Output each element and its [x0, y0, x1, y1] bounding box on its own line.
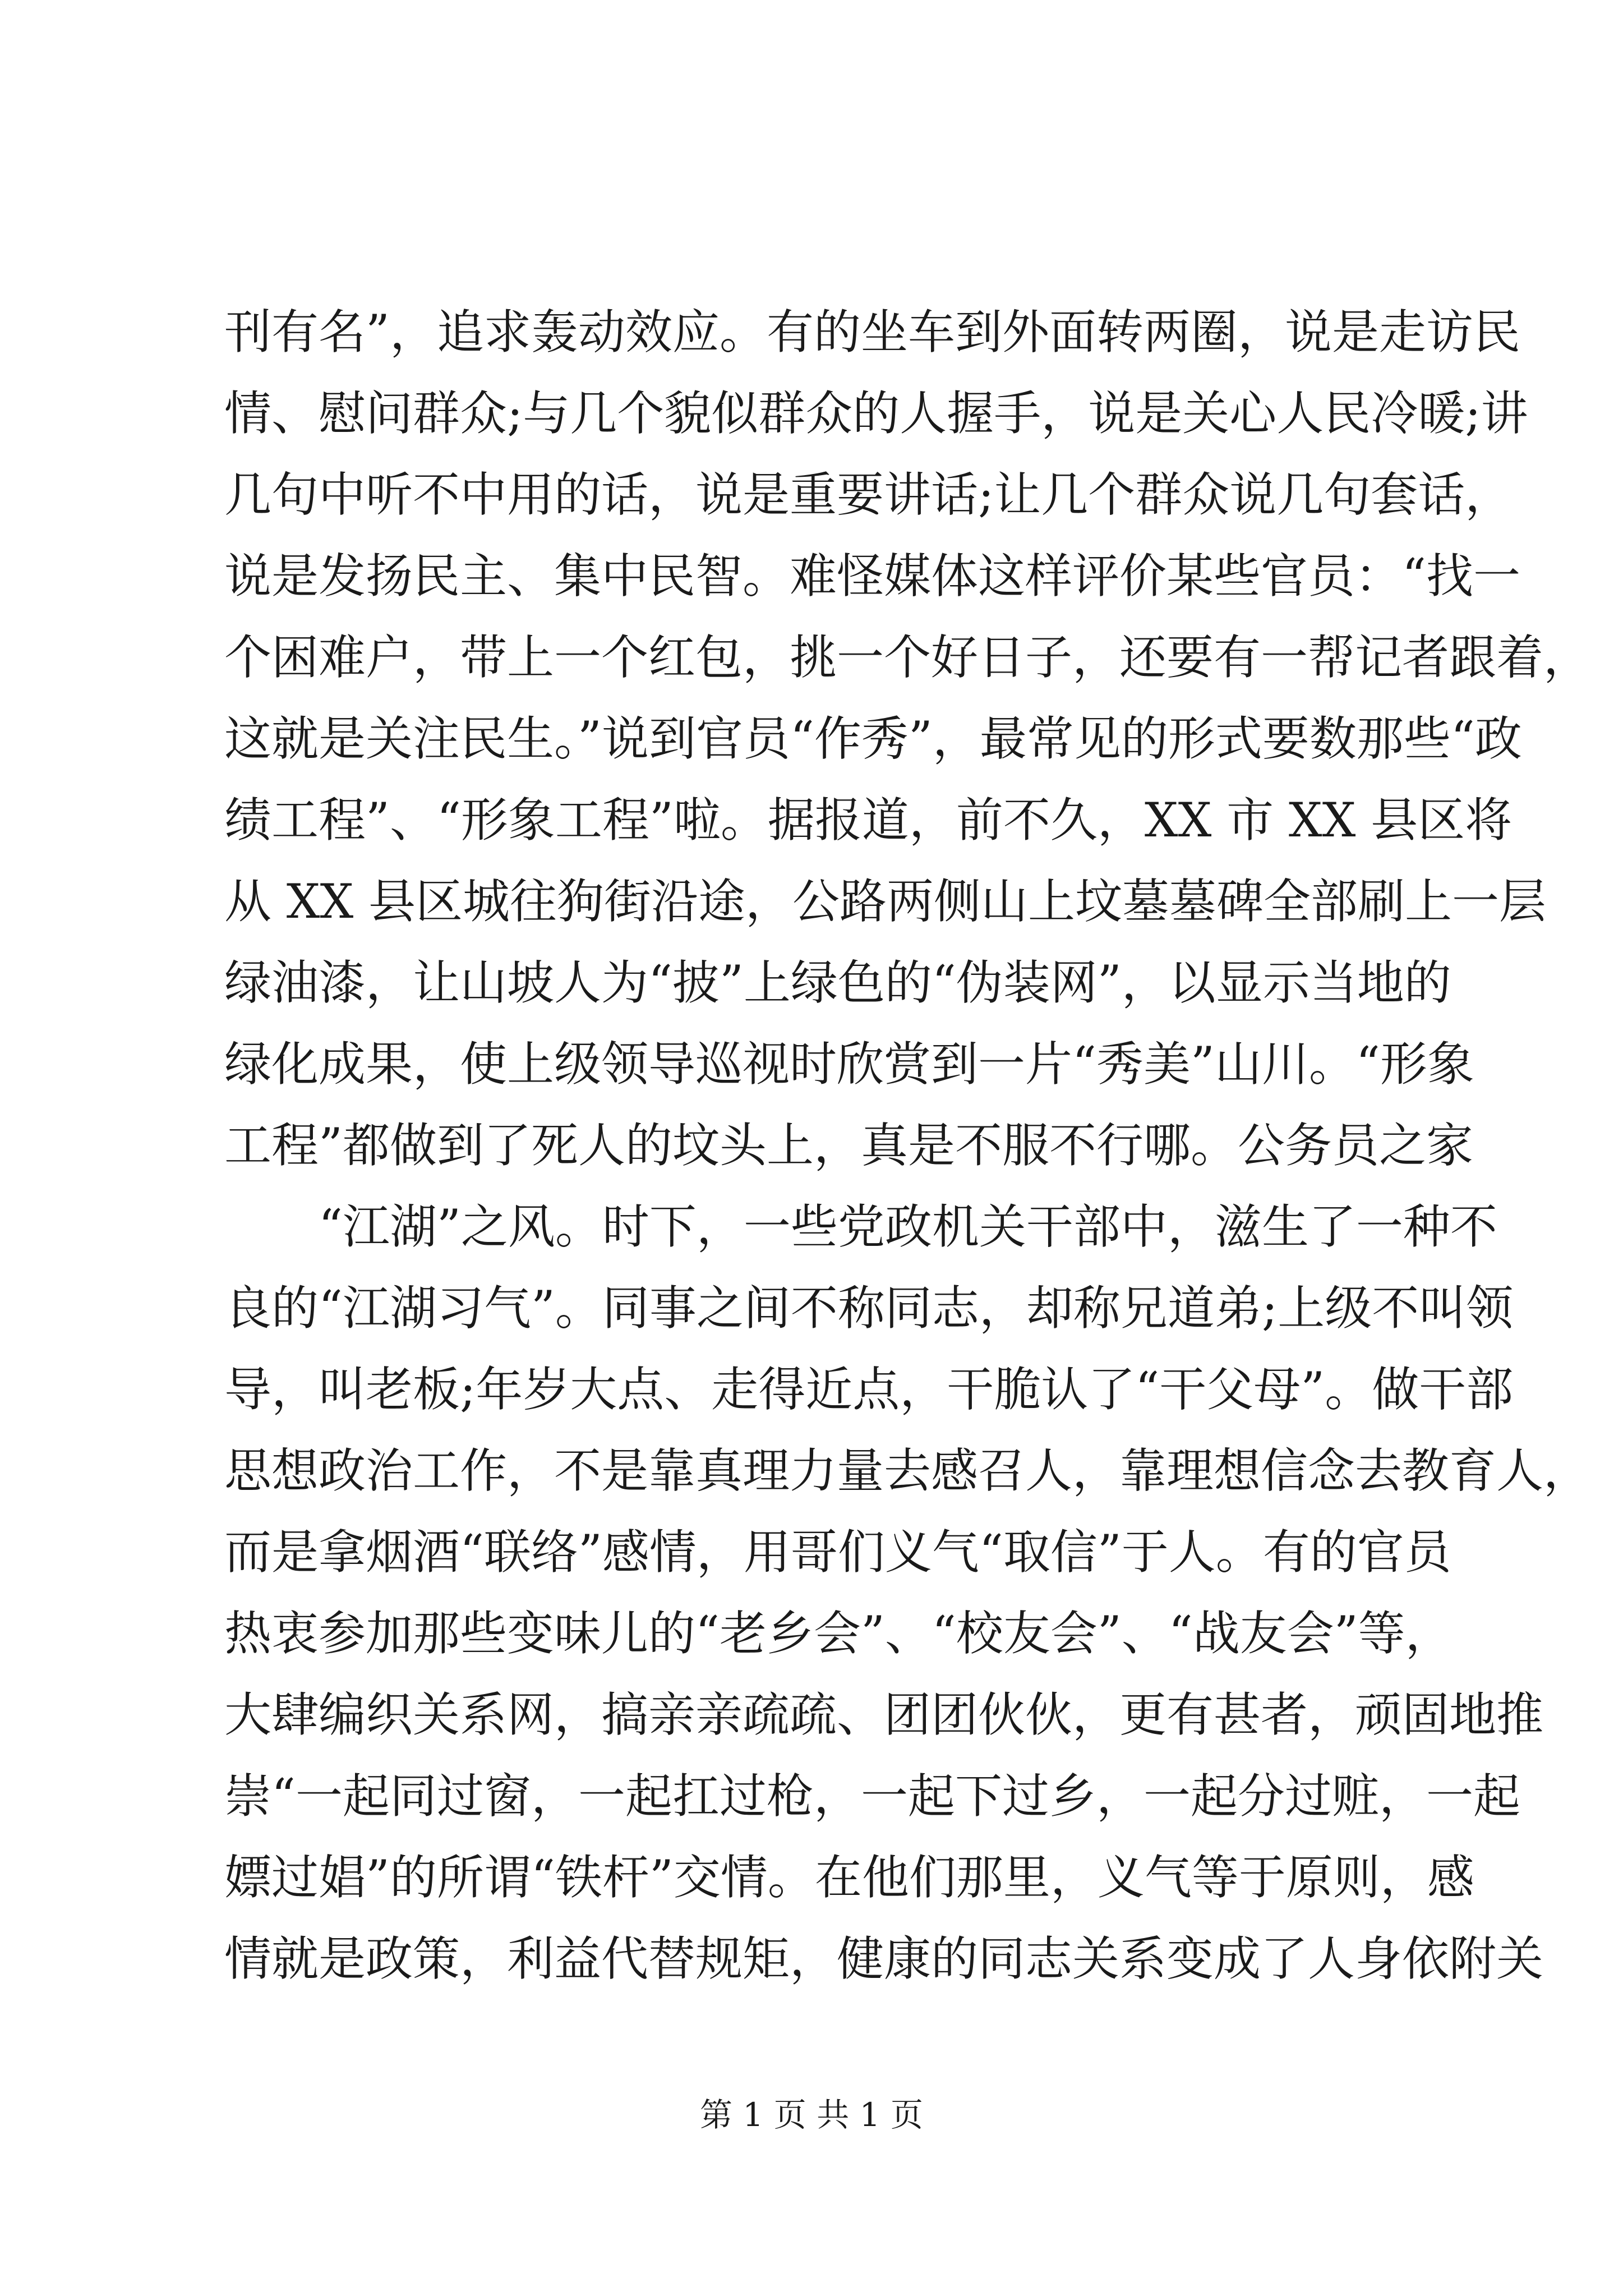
text-line: 而是拿烟酒“联络”感情，用哥们义气“取信”于人。有的官员: [224, 1525, 1451, 1580]
text-line: 情、慰问群众;与几个貌似群众的人握手，说是关心人民冷暖;讲: [224, 386, 1528, 441]
text-line: 导，叫老板;年岁大点、走得近点，干脆认了“干父母”。做干部: [224, 1362, 1514, 1417]
text-line: 思想政治工作，不是靠真理力量去感召人，靠理想信念去教育人，: [224, 1443, 1591, 1498]
text-line: 个困难户，带上一个红包，挑一个好日子，还要有一帮记者跟着，: [224, 630, 1591, 685]
text-line: 绩工程”、“形象工程”啦。据报道，前不久，XX 市 XX 县区将: [224, 793, 1513, 848]
text-line: 绿化成果，使上级领导巡视时欣赏到一片“秀美”山川。“形象: [224, 1037, 1474, 1092]
text-line: 几句中听不中用的话，说是重要讲话;让几个群众说几句套话，: [224, 467, 1513, 522]
text-line: 情就是政策，利益代替规矩，健康的同志关系变成了人身依附关: [224, 1931, 1544, 1986]
body-text: [224, 292, 1591, 2000]
page-footer: [0, 2092, 1623, 2137]
page-number-label: 第 1 页 共 1 页: [700, 2096, 923, 2134]
text-line: 说是发扬民主、集中民智。难怪媒体这样评价某些官员：“找一: [224, 549, 1520, 604]
text-line: 这就是关注民生。”说到官员“作秀”，最常见的形式要数那些“政: [224, 711, 1522, 766]
text-line: 刊有名”，追求轰动效应。有的坐车到外面转两圈，说是走访民: [224, 305, 1520, 360]
text-line: 工程”都做到了死人的坟头上，真是不服不行哪。公务员之家: [224, 1118, 1473, 1173]
text-line: “江湖”之风。时下，一些党政机关干部中，滋生了一种不: [224, 1199, 1497, 1254]
text-line: 嫖过娼”的所谓“铁杆”交情。在他们那里，义气等于原则，感: [224, 1850, 1474, 1905]
text-line: 绿油漆，让山坡人为“披”上绿色的“伪装网”，以显示当地的: [224, 955, 1451, 1010]
text-line: 良的“江湖习气”。同事之间不称同志，却称兄道弟;上级不叫领: [224, 1281, 1514, 1336]
text-line: 从 XX 县区城往狗街沿途，公路两侧山上坟墓墓碑全部刷上一层: [224, 874, 1547, 929]
text-line: 崇“一起同过窗，一起扛过枪，一起下过乡，一起分过赃，一起: [224, 1769, 1520, 1824]
text-line: 大肆编织关系网，搞亲亲疏疏、团团伙伙，更有甚者，顽固地推: [224, 1687, 1544, 1742]
text-line: 热衷参加那些变味儿的“老乡会”、“校友会”、“战友会”等，: [224, 1606, 1453, 1661]
